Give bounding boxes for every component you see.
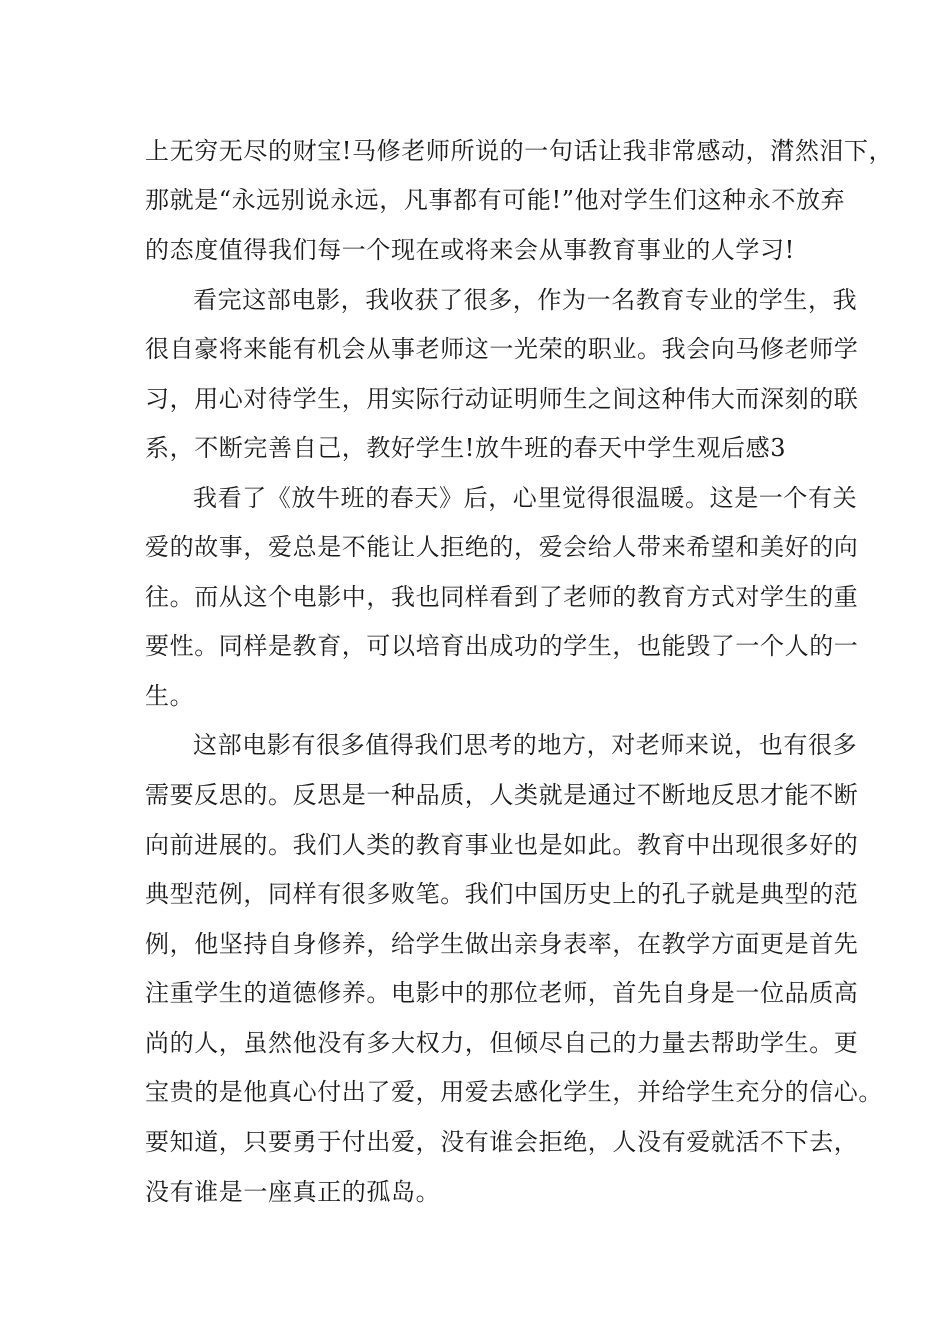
paragraph-line: 要性。同样是教育，可以培育出成功的学生，也能毁了一个人的一 (145, 632, 859, 660)
paragraph-line: 向前进展的。我们人类的教育事业也是如此。教育中出现很多好的 (145, 831, 859, 859)
paragraph-line: 往。而从这个电影中，我也同样看到了老师的教育方式对学生的重 (145, 583, 859, 611)
paragraph-line: 这部电影有很多值得我们思考的地方，对老师来说，也有很多 (193, 731, 858, 759)
paragraph-line: 很自豪将来能有机会从事老师这一光荣的职业。我会向马修老师学 (145, 335, 859, 363)
paragraph-line: 我看了《放牛班的春天》后，心里觉得很温暖。这是一个有关 (193, 484, 858, 512)
paragraph-line: 需要反思的。反思是一种品质，人类就是通过不断地反思才能不断 (145, 781, 859, 809)
paragraph-line: 生。 (145, 682, 195, 710)
paragraph-line: 典型范例，同样有很多败笔。我们中国历史上的孔子就是典型的范 (145, 880, 859, 908)
paragraph-line: 例，他坚持自身修养，给学生做出亲身表率，在教学方面更是首先 (145, 930, 859, 958)
paragraph-line: 系，不断完善自己，教好学生!放牛班的春天中学生观后感3 (145, 434, 787, 462)
paragraph-line: 上无穷无尽的财宝!马修老师所说的一句话让我非常感动，潸然泪下， (145, 137, 894, 165)
paragraph-line: 没有谁是一座真正的孤岛。 (145, 1178, 441, 1206)
paragraph-line: 要知道，只要勇于付出爱，没有谁会拒绝，人没有爱就活不下去， (145, 1128, 859, 1156)
paragraph-line: 习，用心对待学生，用实际行动证明师生之间这种伟大而深刻的联 (145, 385, 859, 413)
paragraph-line: 宝贵的是他真心付出了爱，用爱去感化学生，并给学生充分的信心。 (145, 1078, 883, 1106)
paragraph-line: 看完这部电影，我收获了很多，作为一名教育专业的学生，我 (193, 286, 858, 314)
paragraph-line: 尚的人，虽然他没有多大权力，但倾尽自己的力量去帮助学生。更 (145, 1029, 859, 1057)
paragraph-line: 的态度值得我们每一个现在或将来会从事教育事业的人学习! (145, 236, 795, 264)
paragraph-line: 爱的故事，爱总是不能让人拒绝的，爱会给人带来希望和美好的向 (145, 533, 859, 561)
paragraph-line: 注重学生的道德修养。电影中的那位老师，首先自身是一位品质高 (145, 979, 859, 1007)
paragraph-line: 那就是“永远别说永远，凡事都有可能!”他对学生们这种永不放弃 (145, 186, 846, 214)
